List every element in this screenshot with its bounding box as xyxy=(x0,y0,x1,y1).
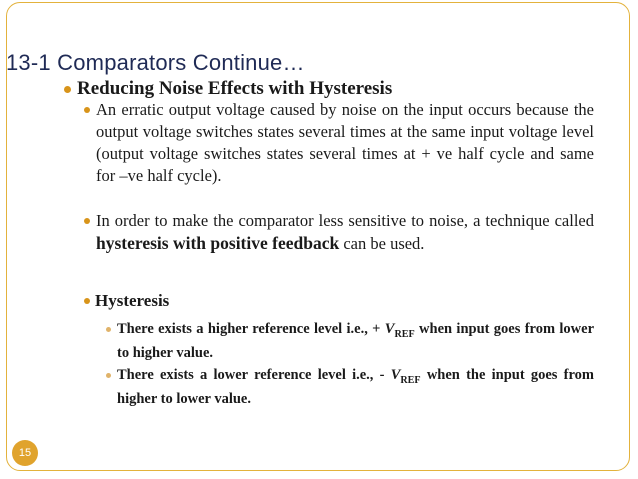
technique-text-end: can be used. xyxy=(339,234,425,253)
bullet-noise-text: An erratic output voltage caused by noise on the input occurs because the output voltage switches states several times at the same input voltage level (output voltage switches states several times at + ve half cycle and same for –ve half cycle). xyxy=(96,100,594,185)
vref-variable: V xyxy=(384,321,395,337)
bullet-dot-icon xyxy=(84,218,90,224)
lower-text-end: when the input goes from higher to lower value. xyxy=(117,367,594,407)
vref-variable: V xyxy=(390,367,401,383)
sub-bullet-lower xyxy=(106,366,594,409)
sub-bullet-lower-text xyxy=(117,366,594,409)
bullet-hysteresis xyxy=(84,291,169,311)
lower-text-start: There exists a lower reference level i.e., - xyxy=(117,367,391,383)
bullet-technique xyxy=(84,210,594,255)
bullet-dot-icon xyxy=(106,373,111,378)
slide-number-badge: 15 xyxy=(12,440,38,466)
slide-title: 13-1 Comparators Continue… xyxy=(6,50,305,75)
sub-bullet-higher-text xyxy=(117,320,594,363)
bullet-dot-icon xyxy=(64,86,71,93)
bullet-technique-text xyxy=(96,210,594,255)
higher-text-start: There exists a higher reference level i.e., + xyxy=(117,321,385,337)
bullet-dot-icon xyxy=(84,107,90,113)
vref-subscript: REF xyxy=(400,374,421,386)
bullet-noise xyxy=(84,99,594,187)
vref-subscript: REF xyxy=(394,328,415,340)
sub-bullet-higher xyxy=(106,320,594,363)
bullet-dot-icon xyxy=(84,298,90,304)
technique-bold-term: hysteresis with positive feedback xyxy=(96,233,340,253)
main-bullet-text: Reducing Noise Effects with Hysteresis xyxy=(77,78,393,99)
bullet-dot-icon xyxy=(106,327,111,332)
higher-text-end: when input goes from lower to higher value. xyxy=(117,321,595,361)
main-bullet xyxy=(64,78,392,100)
hysteresis-heading: Hysteresis xyxy=(95,291,170,310)
technique-text-start: In order to make the comparator less sensitive to noise, a technique called xyxy=(96,211,594,230)
